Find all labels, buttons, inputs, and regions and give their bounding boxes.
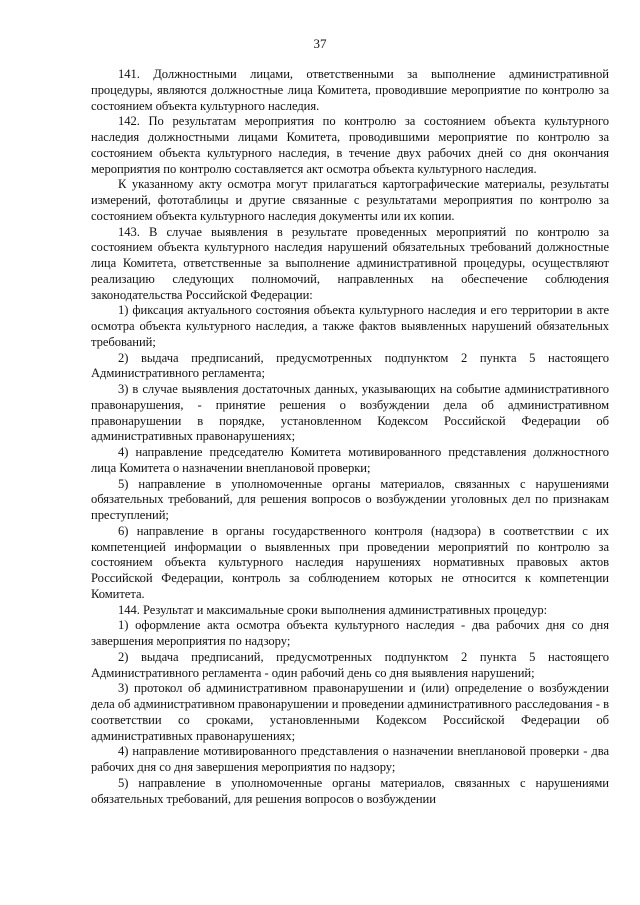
paragraph-144-item-4: 4) направление мотивированного представления о назначении внеплановой проверки - два рабочих дня со дня завершения мероприятия по надзору;: [91, 744, 609, 774]
paragraph-143-item-6: 6) направление в органы государственного контроля (надзора) в соответствии с их компетенцией информации о выявленных при проведении мероприятий по контролю за состоянием объекта культурного наследия нарушениях нормативных правовых актов Российской Федерации, контроль за соблюдением которых не относится к компетенции Комитета.: [91, 523, 609, 601]
paragraph-143-item-3: 3) в случае выявления достаточных данных, указывающих на событие административного правонарушения, - принятие решения о возбуждении дела об административном правонарушении в порядке, установленном Кодексом Российской Федерации об административных правонарушениях;: [91, 382, 609, 444]
page-number: 37: [313, 36, 327, 51]
paragraph-144-item-3: 3) протокол об административном правонарушении и (или) определение о возбуждении дела об административном правонарушении и проведении административного расследования - в соответствии со сроками, установленными Кодексом Российской Федерации об административных правонарушениях;: [91, 681, 609, 743]
paragraph-141: 141. Должностными лицами, ответственными за выполнение административной процедуры, являются должностные лица Комитета, проводившие мероприятие по контролю за состоянием объекта культурного наследия.: [91, 67, 609, 113]
paragraph-142-attachments: К указанному акту осмотра могут прилагаться картографические материалы, результаты измерений, фототаблицы и другие связанные с результатами мероприятия по контролю за состоянием объекта культурного наследия документы или их копии.: [91, 177, 609, 223]
paragraph-142: 142. По результатам мероприятия по контролю за состоянием объекта культурного наследия должностными лицами Комитета, проводившими мероприятие по контролю за состоянием объекта культурного наследия, в течение двух рабочих дней со дня окончания мероприятия по контролю составляется акт осмотра объекта культурного наследия.: [91, 114, 609, 176]
paragraph-144-item-1: 1) оформление акта осмотра объекта культурного наследия - два рабочих дня со дня завершения мероприятия по надзору;: [91, 618, 609, 648]
paragraph-144-item-2: 2) выдача предписаний, предусмотренных подпунктом 2 пункта 5 настоящего Административного регламента - один рабочий день со дня выявления нарушений;: [91, 649, 609, 680]
paragraph-143-item-5: 5) направление в уполномоченные органы материалов, связанных с нарушениями обязательных требований, для решения вопросов о возбуждении уголовных дел по признакам преступлений;: [91, 476, 609, 522]
document-body: [91, 67, 609, 807]
paragraph-144-item-5: 5) направление в уполномоченные органы материалов, связанных с нарушениями обязательных требований, для решения вопросов о возбуждении: [91, 775, 609, 806]
paragraph-143-item-1: 1) фиксация актуального состояния объекта культурного наследия и его территории в акте осмотра объекта культурного наследия, а также фактов выявленных нарушений обязательных требований;: [91, 303, 609, 349]
paragraph-143: 143. В случае выявления в результате проведенных мероприятий по контролю за состоянием объекта культурного наследия нарушений обязательных требований должностные лица Комитета, ответственные за выполнение административной процедуры, осуществляют реализацию следующих полномочий, направленных на обеспечение соблюдения законодательства Российской Федерации:: [91, 224, 609, 302]
paragraph-144: 144. Результат и максимальные сроки выполнения административных процедур:: [118, 602, 548, 617]
paragraph-143-item-2: 2) выдача предписаний, предусмотренных подпунктом 2 пункта 5 настоящего Административного регламента;: [91, 350, 609, 381]
paragraph-143-item-4: 4) направление председателю Комитета мотивированного представления должностного лица Комитета о назначении внеплановой проверки;: [91, 445, 609, 475]
